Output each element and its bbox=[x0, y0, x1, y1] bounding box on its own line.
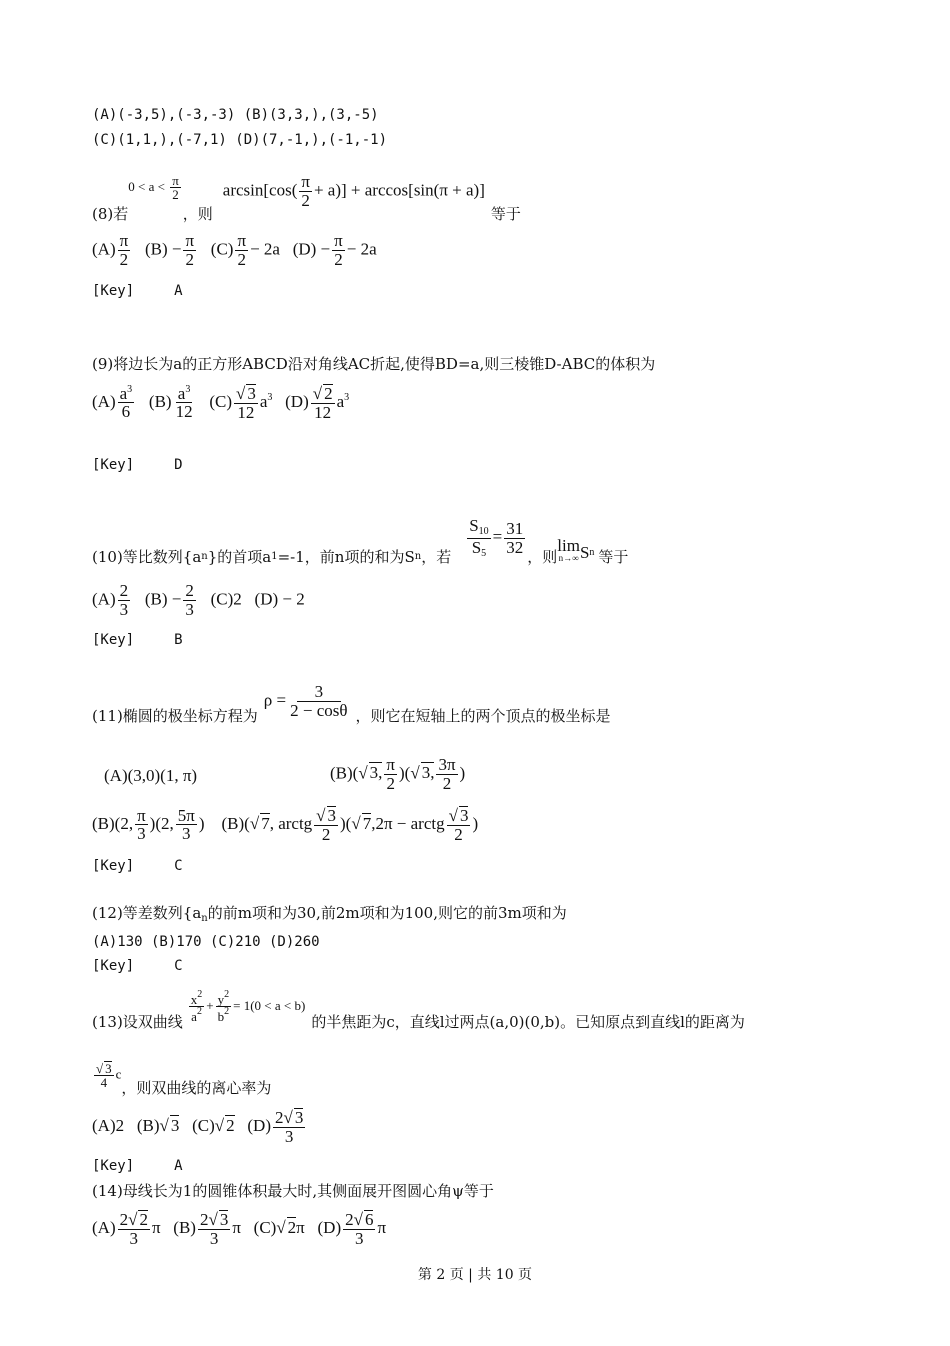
q14-a-coef: 2 bbox=[119, 1210, 129, 1229]
q13-stem bbox=[92, 982, 745, 1032]
q9-opt-c-den: 12 bbox=[237, 402, 255, 422]
q10-s10-sub: 10 bbox=[478, 526, 489, 537]
q11-b2-b: )(2, bbox=[149, 813, 174, 833]
q9-opt-b: (B) bbox=[148, 391, 172, 411]
q11-b2-c: ) bbox=[198, 813, 205, 833]
q13-x-sq: 2 bbox=[197, 988, 203, 1000]
q9-opt-d-radicand: 2 bbox=[324, 384, 333, 403]
q9-opt-b-exp: 3 bbox=[185, 383, 191, 395]
q9-opt-c-exp: 3 bbox=[267, 391, 273, 403]
q8-key-label: [Key] bbox=[92, 283, 135, 299]
q13-opt-a: (A)2 bbox=[92, 1115, 125, 1135]
q8-opt-d: (D) − bbox=[292, 239, 331, 259]
q8-expr-b: + a)] + arccos[sin(π + a)] bbox=[313, 180, 485, 200]
q9-opt-d: (D) bbox=[285, 391, 309, 411]
q8-prefix: (8)若 bbox=[92, 205, 129, 223]
q10-key-label: [Key] bbox=[92, 632, 135, 648]
q11-b1-a: (B)( bbox=[330, 763, 359, 783]
q10-suffix: 等于 bbox=[598, 548, 629, 566]
q13-x: x bbox=[190, 991, 198, 1007]
q8-expr-pi: π bbox=[301, 172, 310, 192]
q9-opt-d-base: a bbox=[336, 391, 345, 411]
q11-b1-b: 3, bbox=[369, 763, 383, 783]
q13-four: 4 bbox=[100, 1075, 108, 1091]
q14-a-rad: 2 bbox=[139, 1210, 148, 1229]
q11-key-value: C bbox=[174, 858, 183, 874]
q13-plus: + bbox=[206, 997, 214, 1013]
q10-opt-a: (A) bbox=[92, 589, 116, 609]
q14-d-pi: π bbox=[377, 1217, 387, 1237]
q8-opt-b: (B) − bbox=[144, 239, 182, 259]
q8-opt-c-tail: − 2a bbox=[250, 239, 280, 259]
q14-opt-b: (B) bbox=[173, 1217, 196, 1237]
q14-d-den: 3 bbox=[355, 1228, 364, 1248]
q9-key bbox=[92, 457, 183, 473]
q10-mid4: ，则 bbox=[527, 548, 558, 566]
q9-key-label: [Key] bbox=[92, 457, 135, 473]
q9-opt-a: (A) bbox=[92, 391, 116, 411]
q11-b3-b: , arctg bbox=[269, 813, 313, 833]
q13-opt-c-rad: 2 bbox=[226, 1115, 235, 1135]
q10-limit bbox=[557, 537, 594, 563]
q11-b3-two: 2 bbox=[321, 824, 331, 844]
q8-opt-c-two: 2 bbox=[237, 249, 247, 269]
q10-opt-a-num: 2 bbox=[119, 581, 129, 600]
q13-line2 bbox=[92, 1052, 271, 1098]
q11-b3-d: ,2π − arctg bbox=[371, 813, 445, 833]
q13-prefix: (13)设双曲线 bbox=[92, 1013, 183, 1031]
q10-opt-b: (B) − bbox=[144, 589, 182, 609]
q14-opt-d: (D) bbox=[317, 1217, 342, 1237]
q8-opt-d-pi: π bbox=[334, 231, 343, 250]
q7-options-line2: (C)(1,1,),(-7,1) (D)(7,-1,),(-1,-1) bbox=[92, 132, 388, 148]
q13-y: y bbox=[217, 991, 225, 1007]
q13-line2-text: ，则双曲线的离心率为 bbox=[121, 1079, 272, 1097]
q9-opt-c: (C) bbox=[209, 391, 232, 411]
q11-b2-three2: 3 bbox=[182, 824, 191, 844]
q11-b1-two: 2 bbox=[386, 773, 395, 793]
q11-den: 2 − cosθ bbox=[290, 701, 348, 721]
q12-sub-n: n bbox=[201, 913, 208, 924]
q11-b3-seven: 7 bbox=[261, 813, 270, 833]
q14-options: (A) $\frac{2√ 2}{3}$ π (B) $\frac{2√ 3}{3}$ π (C)√ 2π (D) $\frac{2√ 6}{3}$ π bbox=[92, 1210, 387, 1248]
q13-opt-d: (D) bbox=[247, 1115, 271, 1135]
q12-suffix: 的前m项和为30,前2m项和为100,则它的前3m项和为 bbox=[207, 904, 567, 922]
q14-a-pi: π bbox=[151, 1217, 161, 1237]
q8-opt-b-pi: π bbox=[185, 231, 195, 250]
q12-stem bbox=[92, 903, 567, 929]
q14-b-coef: 2 bbox=[199, 1210, 209, 1229]
q10-mid1: }的首项a bbox=[207, 548, 272, 566]
q11-b3-e: ) bbox=[472, 813, 479, 833]
q13-opt-d-coef: 2 bbox=[275, 1108, 284, 1127]
q8-opt-a: (A) bbox=[92, 239, 116, 259]
q10-s10: S bbox=[469, 516, 479, 535]
q8-stem bbox=[92, 172, 521, 224]
q10-opt-b-num: 2 bbox=[185, 581, 194, 600]
q11-opt-b1: (B)(√ 3, $\frac{\pi}{2}$ )(√ 3, $\frac{3\pi}{2}$ ) bbox=[330, 755, 466, 793]
q8-opt-c: (C) bbox=[210, 239, 234, 259]
q14-b-den: 3 bbox=[209, 1228, 219, 1248]
q11-suffix: ，则它在短轴上的两个顶点的极坐标是 bbox=[355, 707, 611, 725]
q13-tail: = 1(0 < a < b) bbox=[233, 997, 306, 1013]
q13-options: (A)2 (B)√ 3 (C)√ 2 (D) $\frac{2√ 3}{3}$ bbox=[92, 1108, 304, 1146]
q10-s5-sub: 5 bbox=[481, 547, 487, 559]
q11-b2-three: 3 bbox=[137, 824, 146, 844]
q13-distance: $\frac{√ 3}{4}$ c bbox=[96, 1060, 122, 1091]
q11-equation bbox=[264, 683, 352, 720]
q11-prefix: (11)椭圆的极坐标方程为 bbox=[92, 707, 258, 725]
q13-opt-b-rad: 3 bbox=[170, 1115, 180, 1135]
q10-sn: S bbox=[579, 543, 590, 562]
q8-opt-a-two: 2 bbox=[119, 249, 129, 269]
q13-suffix: 的半焦距为c，直线l过两点(a,0)(0,b)。已知原点到直线l的距离为 bbox=[311, 1013, 745, 1031]
q11-b1-pi: π bbox=[386, 755, 396, 774]
q9-opt-d-exp: 3 bbox=[344, 391, 350, 403]
q14-b-rad: 3 bbox=[219, 1210, 229, 1229]
q10-sub-n2: n bbox=[414, 551, 422, 562]
q13-opt-d-rad: 3 bbox=[294, 1108, 304, 1127]
q14-c-pi: π bbox=[296, 1217, 305, 1237]
page-footer: 第 2 页 | 共 10 页 bbox=[417, 1267, 533, 1283]
q11-b2-a: (B)(2, bbox=[92, 813, 134, 833]
q11-b3-rad3b: 3 bbox=[459, 806, 469, 825]
q8-expression bbox=[223, 173, 485, 210]
q10-sn-sub: n bbox=[589, 547, 595, 558]
q8-key bbox=[92, 283, 183, 299]
q11-b2-5pi: 5π bbox=[177, 805, 195, 825]
q8-condition bbox=[128, 174, 183, 202]
q11-key bbox=[92, 858, 183, 874]
q12-key bbox=[92, 958, 183, 974]
q14-opt-c: (C) bbox=[253, 1217, 277, 1237]
q13-b-sq: 2 bbox=[224, 1006, 230, 1018]
q11-stem bbox=[92, 678, 611, 726]
q10-key-value: B bbox=[174, 632, 183, 648]
q13-opt-d-den: 3 bbox=[284, 1126, 294, 1146]
q9-opt-c-base: a bbox=[259, 391, 268, 411]
q10-options bbox=[92, 582, 305, 619]
q13-key-label: [Key] bbox=[92, 1158, 135, 1174]
q13-equation bbox=[187, 990, 306, 1024]
q10-s5: S bbox=[471, 537, 482, 557]
q8-cond-pi: π bbox=[172, 172, 179, 188]
q8-expr-a: arcsin[cos( bbox=[222, 180, 298, 200]
q13-rad3: 3 bbox=[105, 1060, 112, 1076]
q10-prefix: (10)等比数列{a bbox=[92, 548, 202, 566]
q10-ratio bbox=[465, 517, 527, 559]
q11-b3-two2: 2 bbox=[454, 824, 463, 844]
q7-options-line1: (A)(-3,5),(-3,-3) (B)(3,3,),(3,-5) bbox=[92, 107, 379, 123]
q10-sub-n: n bbox=[201, 551, 208, 562]
q11-b1-two2: 2 bbox=[442, 773, 452, 793]
q9-opt-b-base: a bbox=[177, 383, 186, 403]
q9-opt-c-radicand: 3 bbox=[247, 384, 256, 403]
q13-c: c bbox=[115, 1066, 122, 1082]
q11-b1-c: )( bbox=[399, 763, 411, 783]
q14-d-coef: 2 bbox=[345, 1210, 354, 1229]
q12-key-label: [Key] bbox=[92, 958, 135, 974]
q13-a: a bbox=[191, 1009, 197, 1025]
q13-opt-b: (B) bbox=[136, 1115, 160, 1135]
q9-key-value: D bbox=[174, 457, 183, 473]
q11-key-label: [Key] bbox=[92, 858, 135, 874]
q9-opt-a-exp: 3 bbox=[127, 383, 133, 395]
q11-b3-c: )( bbox=[340, 813, 352, 833]
q10-mid3: ，若 bbox=[421, 548, 452, 566]
q8-suffix: 等于 bbox=[490, 205, 521, 223]
q10-stem bbox=[92, 505, 628, 567]
q8-opt-c-pi: π bbox=[237, 231, 247, 250]
q11-b1-3pi: 3π bbox=[438, 755, 456, 774]
q14-c-rad: 2 bbox=[287, 1217, 297, 1237]
q13-opt-c: (C) bbox=[192, 1115, 215, 1135]
q8-mid: ，则 bbox=[182, 205, 213, 223]
q13-key-value: A bbox=[174, 1158, 183, 1174]
q10-lim: lim bbox=[557, 536, 580, 555]
q10-opt-b-den: 3 bbox=[185, 599, 194, 619]
q11-b3-seven2: 7 bbox=[362, 813, 372, 833]
q8-opt-d-tail: − 2a bbox=[346, 239, 377, 259]
q10-opt-c: (C)2 bbox=[210, 589, 242, 609]
q13-a-sq: 2 bbox=[196, 1006, 202, 1018]
q11-b3-a: (B)( bbox=[221, 813, 250, 833]
q14-a-den: 3 bbox=[129, 1228, 139, 1248]
q9-stem: (9)将边长为a的正方形ABCD沿对角线AC折起,使得BD=a,则三棱锥D-ABC的体积为 bbox=[92, 355, 656, 373]
q11-opt-b2-b3: (B)(2, $\frac{\pi}{3}$ )(2, $\frac{5\pi}{3}$ ) (B)(√ 7, arctg $\frac{√ 3}{2}$ )(√ 7,2π − arctg $\frac{√ 3}{2}$ ) bbox=[92, 805, 479, 844]
q10-sub-1: 1 bbox=[271, 551, 278, 562]
q12-prefix: (12)等差数列{a bbox=[92, 904, 202, 922]
q9-opt-d-den: 12 bbox=[314, 402, 332, 422]
q9-options: (A) $\frac{a^3}{6}$ (B) $\frac{a^3}{12}$ (C) $\frac{√ 3}{12}$ $a^3$ (D) $\frac{√ 2}{12}$ $a^3$ bbox=[92, 383, 350, 422]
q11-b1-e: ) bbox=[459, 763, 466, 783]
q12-key-value: C bbox=[174, 958, 183, 974]
q14-stem: (14)母线长为1的圆锥体积最大时,其侧面展开图圆心角ψ等于 bbox=[92, 1182, 494, 1200]
q13-key bbox=[92, 1158, 183, 1174]
q8-options bbox=[92, 232, 377, 269]
q10-lim-sub: n→∞ bbox=[558, 553, 579, 563]
q11-b1-d: 3, bbox=[421, 763, 435, 783]
q14-d-rad: 6 bbox=[364, 1210, 374, 1229]
q10-mid2: =-1，前n项的和为S bbox=[277, 548, 415, 566]
q9-opt-a-den: 6 bbox=[121, 402, 131, 422]
q8-cond-two: 2 bbox=[172, 187, 179, 203]
q13-y-sq: 2 bbox=[224, 988, 230, 1000]
q11-num: 3 bbox=[297, 683, 342, 702]
q9-opt-b-den: 12 bbox=[175, 402, 193, 422]
q10-opt-d: (D) − 2 bbox=[254, 589, 305, 609]
q8-cond-left: 0 < a < bbox=[128, 178, 165, 194]
q10-eq: = bbox=[492, 526, 503, 546]
q10-num32: 32 bbox=[506, 537, 524, 557]
q12-options: (A)130 (B)170 (C)210 (D)260 bbox=[92, 934, 320, 950]
q8-key-value: A bbox=[174, 283, 183, 299]
q10-key bbox=[92, 632, 183, 648]
q13-b: b bbox=[217, 1009, 225, 1025]
q11-b2-pi: π bbox=[137, 805, 146, 825]
q8-opt-b-two: 2 bbox=[185, 249, 194, 269]
q11-rho: ρ = bbox=[263, 690, 287, 710]
q11-opt-a: (A)(3,0)(1, π) bbox=[104, 766, 198, 785]
q10-opt-a-den: 3 bbox=[119, 599, 129, 619]
q14-b-pi: π bbox=[232, 1217, 241, 1237]
q8-expr-two: 2 bbox=[301, 191, 310, 211]
q8-opt-a-pi: π bbox=[119, 231, 129, 250]
q14-opt-a: (A) bbox=[92, 1217, 116, 1237]
q8-opt-d-two: 2 bbox=[334, 249, 343, 269]
q11-b3-rad3: 3 bbox=[327, 806, 337, 825]
q10-num31: 31 bbox=[506, 518, 524, 538]
q9-opt-a-base: a bbox=[119, 383, 128, 403]
